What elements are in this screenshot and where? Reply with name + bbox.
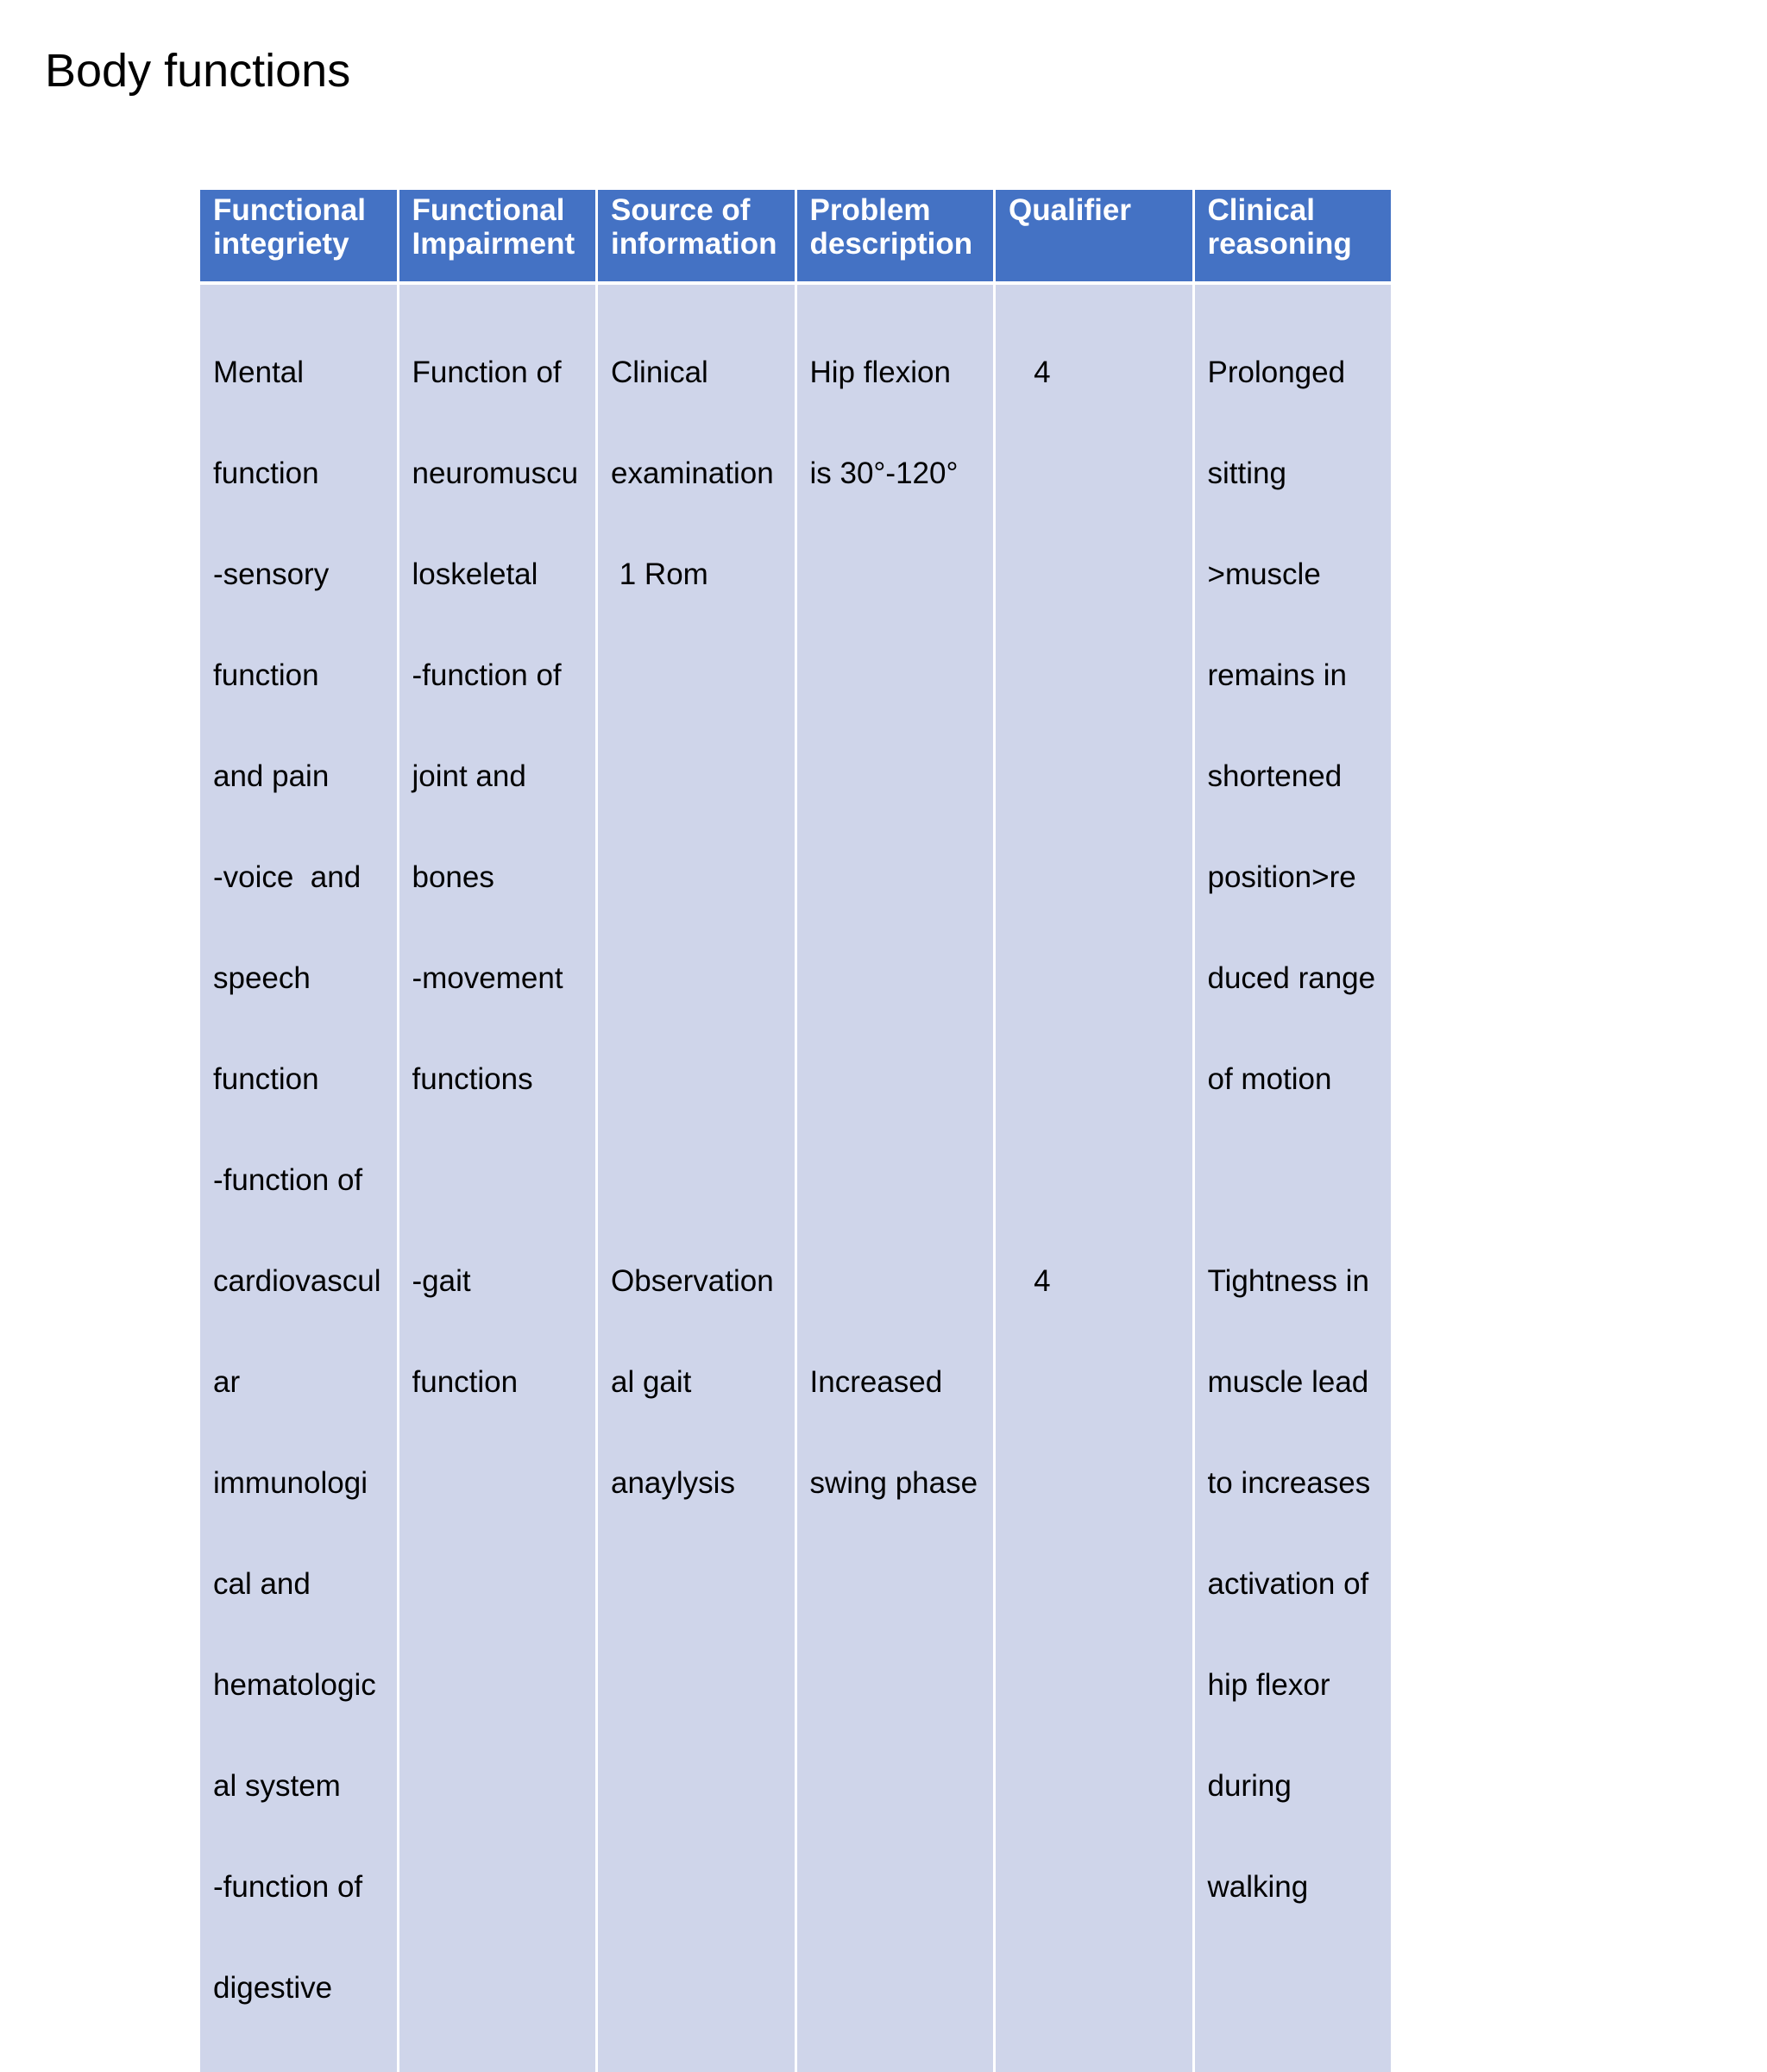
cell-line: remains in: [1207, 658, 1347, 692]
header-qualifier: Qualifier: [996, 190, 1192, 281]
cell-line: Clinical: [611, 356, 708, 389]
cell-line: 1 Rom: [611, 557, 708, 591]
spacer: [1009, 557, 1187, 591]
cell-line: of motion: [1207, 1062, 1332, 1096]
cell-line: Function of: [412, 356, 562, 389]
cell-line: al gait: [611, 1365, 692, 1399]
cell-line: cardiovascul: [213, 1264, 381, 1298]
cell-line: al system: [213, 1769, 341, 1803]
cell-line: ar: [213, 1365, 241, 1399]
cell-line: bones: [412, 860, 494, 894]
spacer: [810, 1062, 989, 1096]
spacer: [810, 961, 989, 995]
spacer: [1009, 961, 1187, 995]
cell-qualifier: [996, 285, 1192, 2072]
cell-line: Hip flexion: [809, 356, 951, 389]
spacer: [611, 1163, 789, 1197]
cell-source-of-information: [598, 285, 795, 2072]
spacer: [1009, 1062, 1187, 1096]
cell-line: during: [1207, 1769, 1292, 1803]
spacer: [1009, 658, 1187, 692]
cell-functional-integriety: [200, 285, 397, 2072]
cell-line: cal and: [213, 1567, 311, 1601]
cell-line: and pain: [213, 759, 330, 793]
cell-clinical-reasoning: [1195, 285, 1392, 2072]
header-problem-description: Problem description: [797, 190, 994, 281]
cell-line: activation of: [1207, 1567, 1369, 1601]
cell-line: -function of: [213, 1163, 363, 1197]
cell-line: neuromuscu: [412, 457, 579, 490]
cell-line: -movement: [412, 961, 563, 995]
spacer: [611, 961, 789, 995]
cell-functional-impairment: [399, 285, 596, 2072]
header-source-of-information: Source of information: [598, 190, 795, 281]
cell-line: functions: [412, 1062, 533, 1096]
cell-line: Observation: [611, 1264, 774, 1298]
spacer: [810, 557, 989, 591]
cell-line: walking: [1207, 1870, 1309, 1904]
cell-line: muscle lead: [1207, 1365, 1369, 1399]
spacer: [611, 658, 789, 692]
header-functional-integriety: Functional integriety: [200, 190, 397, 281]
header-clinical-reasoning: Clinical reasoning: [1195, 190, 1392, 281]
spacer: [1009, 1163, 1187, 1197]
cell-line: to increases: [1207, 1466, 1371, 1500]
cell-line: loskeletal: [412, 557, 538, 591]
cell-line: -function of: [412, 658, 562, 692]
spacer: [412, 1163, 591, 1197]
cell-line: immunologi: [213, 1466, 368, 1500]
body-functions-table: [200, 190, 1391, 2005]
spacer: [1208, 1163, 1387, 1197]
header-functional-impairment: Functional Impairment: [399, 190, 596, 281]
qualifier-value: 4: [1009, 356, 1051, 389]
cell-line: Mental: [213, 356, 305, 389]
cell-line: -voice and: [213, 860, 362, 894]
cell-line: >muscle: [1207, 557, 1321, 591]
cell-line: Prolonged: [1207, 356, 1346, 389]
cell-problem-description: [797, 285, 994, 2072]
cell-line: duced range: [1207, 961, 1376, 995]
cell-line: position>re: [1207, 860, 1356, 894]
cell-line: function: [412, 1365, 519, 1399]
cell-line: swing phase: [809, 1466, 978, 1500]
cell-line: -function of: [213, 1870, 363, 1904]
cell-line: is 30°-120°: [809, 457, 959, 490]
cell-line: sitting: [1207, 457, 1286, 490]
cell-line: hematologic: [213, 1668, 376, 1702]
cell-line: Increased: [809, 1365, 943, 1399]
cell-line: examination: [611, 457, 774, 490]
page-title: Body functions: [45, 45, 351, 97]
cell-line: Tightness in: [1207, 1264, 1369, 1298]
spacer: [611, 860, 789, 894]
cell-line: anaylysis: [611, 1466, 735, 1500]
cell-line: function: [213, 457, 319, 490]
spacer: [611, 1062, 789, 1096]
spacer: [810, 759, 989, 793]
cell-line: shortened: [1207, 759, 1343, 793]
spacer: [1009, 759, 1187, 793]
cell-line: joint and: [412, 759, 526, 793]
cell-line: function: [213, 1062, 319, 1096]
qualifier-value: 4: [1009, 1264, 1051, 1298]
cell-line: -gait: [412, 1264, 471, 1298]
cell-line: hip flexor: [1207, 1668, 1330, 1702]
spacer: [810, 1163, 989, 1197]
spacer: [611, 759, 789, 793]
spacer: [810, 1264, 989, 1298]
cell-line: -sensory: [213, 557, 330, 591]
spacer: [810, 658, 989, 692]
cell-line: function: [213, 658, 319, 692]
spacer: [810, 860, 989, 894]
cell-line: speech: [213, 961, 311, 995]
spacer: [1009, 457, 1187, 490]
spacer: [1009, 860, 1187, 894]
cell-line: digestive: [213, 1971, 333, 2005]
